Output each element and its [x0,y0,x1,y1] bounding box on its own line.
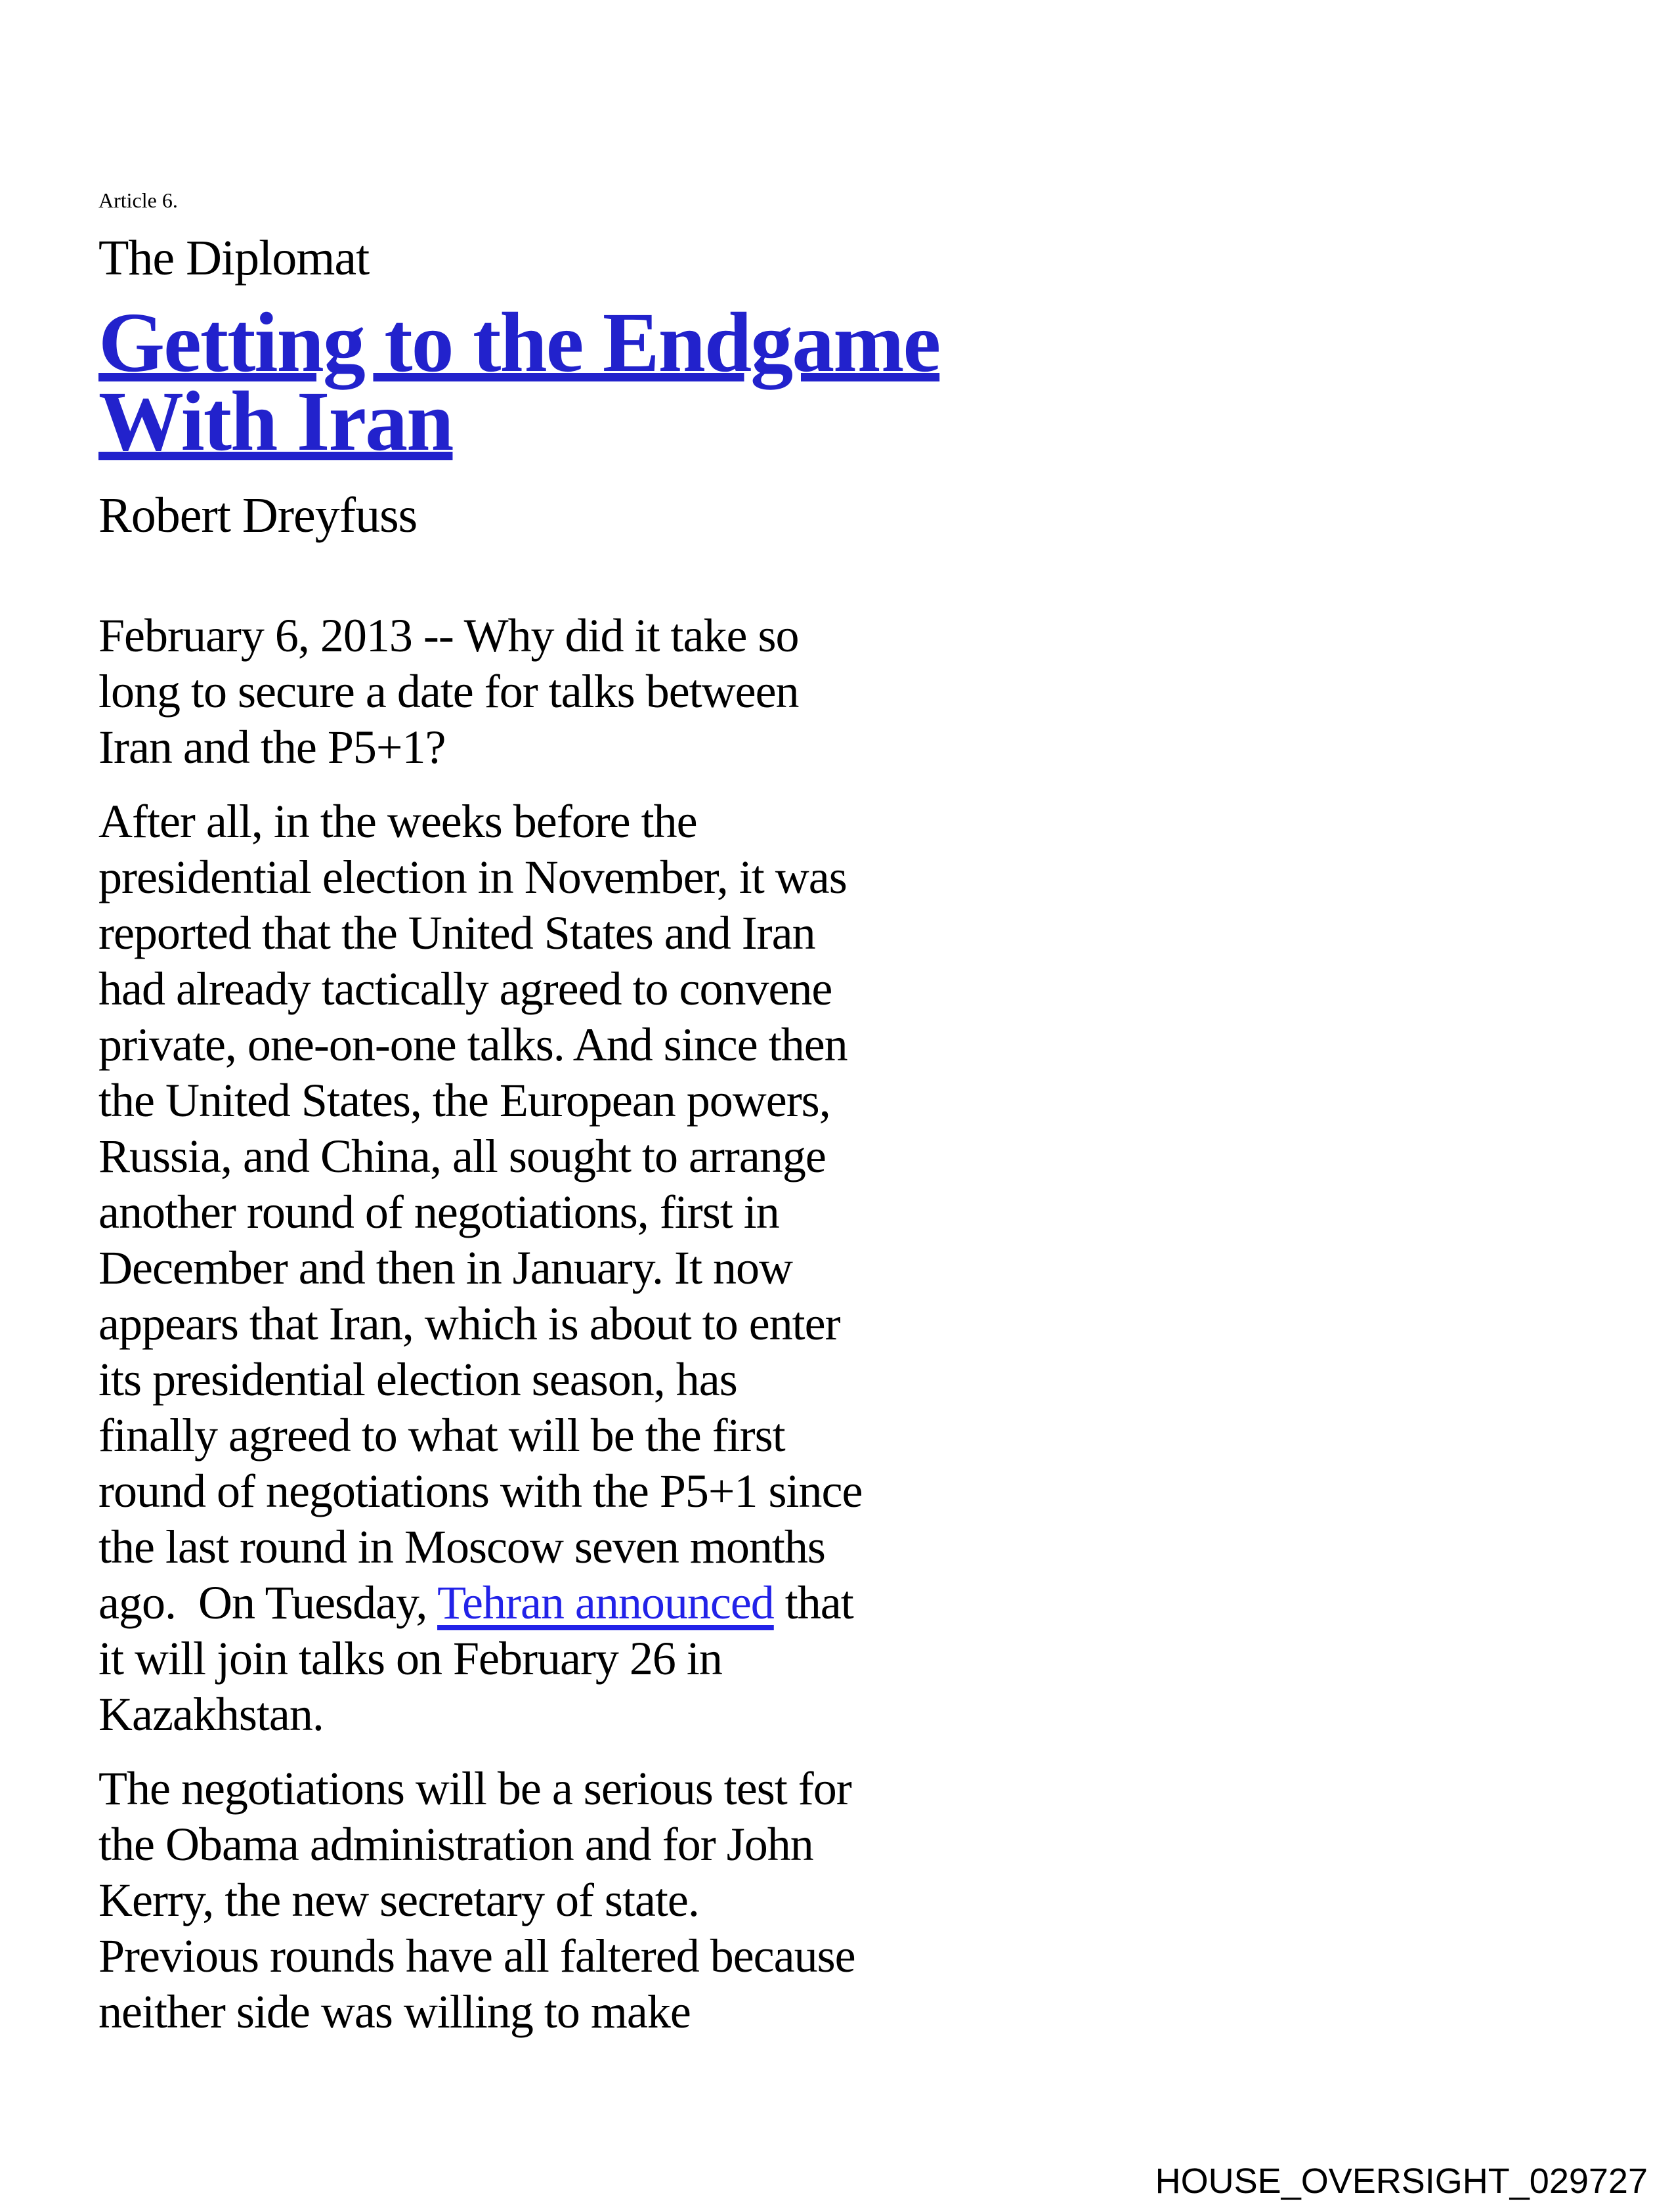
text-line [98,1129,1031,1184]
text-line [98,905,1031,961]
text-segment: February 6, 2013 -- Why did it take so [98,609,799,662]
text-line [98,1352,1031,1408]
text-line [98,1464,1031,1519]
text-segment: long to secure a date for talks between [98,665,799,718]
tehran-announced-link[interactable]: Tehran announced [437,1576,774,1629]
text-segment: The negotiations will be a serious test for [98,1762,851,1815]
text-segment: December and then in January. It now [98,1242,792,1294]
text-segment: Kerry, the new secretary of state. [98,1874,699,1926]
article-title-link[interactable] [98,295,1031,469]
text-line [98,1761,1031,1817]
text-segment: presidential election in November, it was [98,851,847,903]
text-segment: reported that the United States and Iran [98,907,815,959]
text-line [98,850,1031,905]
author-byline: Robert Dreyfuss [98,488,418,543]
text-line [98,1575,1031,1631]
text-segment: it will join talks on February 26 in [98,1632,722,1685]
text-line [98,1408,1031,1464]
text-segment: After all, in the weeks before the [98,795,697,848]
text-line [98,1687,1031,1743]
text-line [98,961,1031,1017]
text-segment: that [773,1576,853,1629]
text-line [98,1631,1031,1687]
text-line [98,664,1031,720]
article-title-line-1: Getting to the Endgame [98,295,940,390]
text-segment: Kazakhstan. [98,1688,324,1741]
text-segment: neither side was willing to make [98,1985,691,2038]
text-line [98,1984,1031,2040]
article-body [98,608,1031,2040]
text-segment: Iran and the P5+1? [98,721,446,773]
text-segment: the United States, the European powers, [98,1074,830,1127]
text-segment: ago. On Tuesday, [98,1576,438,1629]
text-line [98,608,1031,664]
text-segment: the last round in Moscow seven months [98,1521,825,1573]
text-line [98,1017,1031,1073]
text-segment: appears that Iran, which is about to enter [98,1297,840,1350]
text-segment: finally agreed to what will be the first [98,1409,785,1462]
text-segment: private, one-on-one talks. And since then [98,1018,848,1071]
text-segment: another round of negotiations, first in [98,1186,779,1238]
text-segment: had already tactically agreed to convene [98,963,832,1015]
text-line [98,1873,1031,1928]
text-line [98,1817,1031,1873]
text-segment: round of negotiations with the P5+1 since [98,1465,863,1517]
text-line [98,1928,1031,1984]
publication-name: The Diplomat [98,230,370,286]
bates-number: HOUSE_OVERSIGHT_029727 [1155,2161,1648,2201]
text-line [98,1184,1031,1240]
article-content [98,189,1031,2058]
text-line [98,1240,1031,1296]
text-segment: the Obama administration and for John [98,1818,813,1871]
article-label: Article 6. [98,188,178,212]
text-line [98,1519,1031,1575]
text-segment: its presidential election season, has [98,1353,737,1406]
text-segment: Previous rounds have all faltered because [98,1930,855,1982]
paragraph [98,794,1031,1743]
text-line [98,794,1031,850]
paragraph [98,1761,1031,2040]
paragraph [98,608,1031,775]
text-line [98,1296,1031,1352]
text-line [98,720,1031,775]
article-title-line-2: With Iran [98,374,453,469]
text-line [98,1073,1031,1129]
text-segment: Russia, and China, all sought to arrange [98,1130,826,1182]
